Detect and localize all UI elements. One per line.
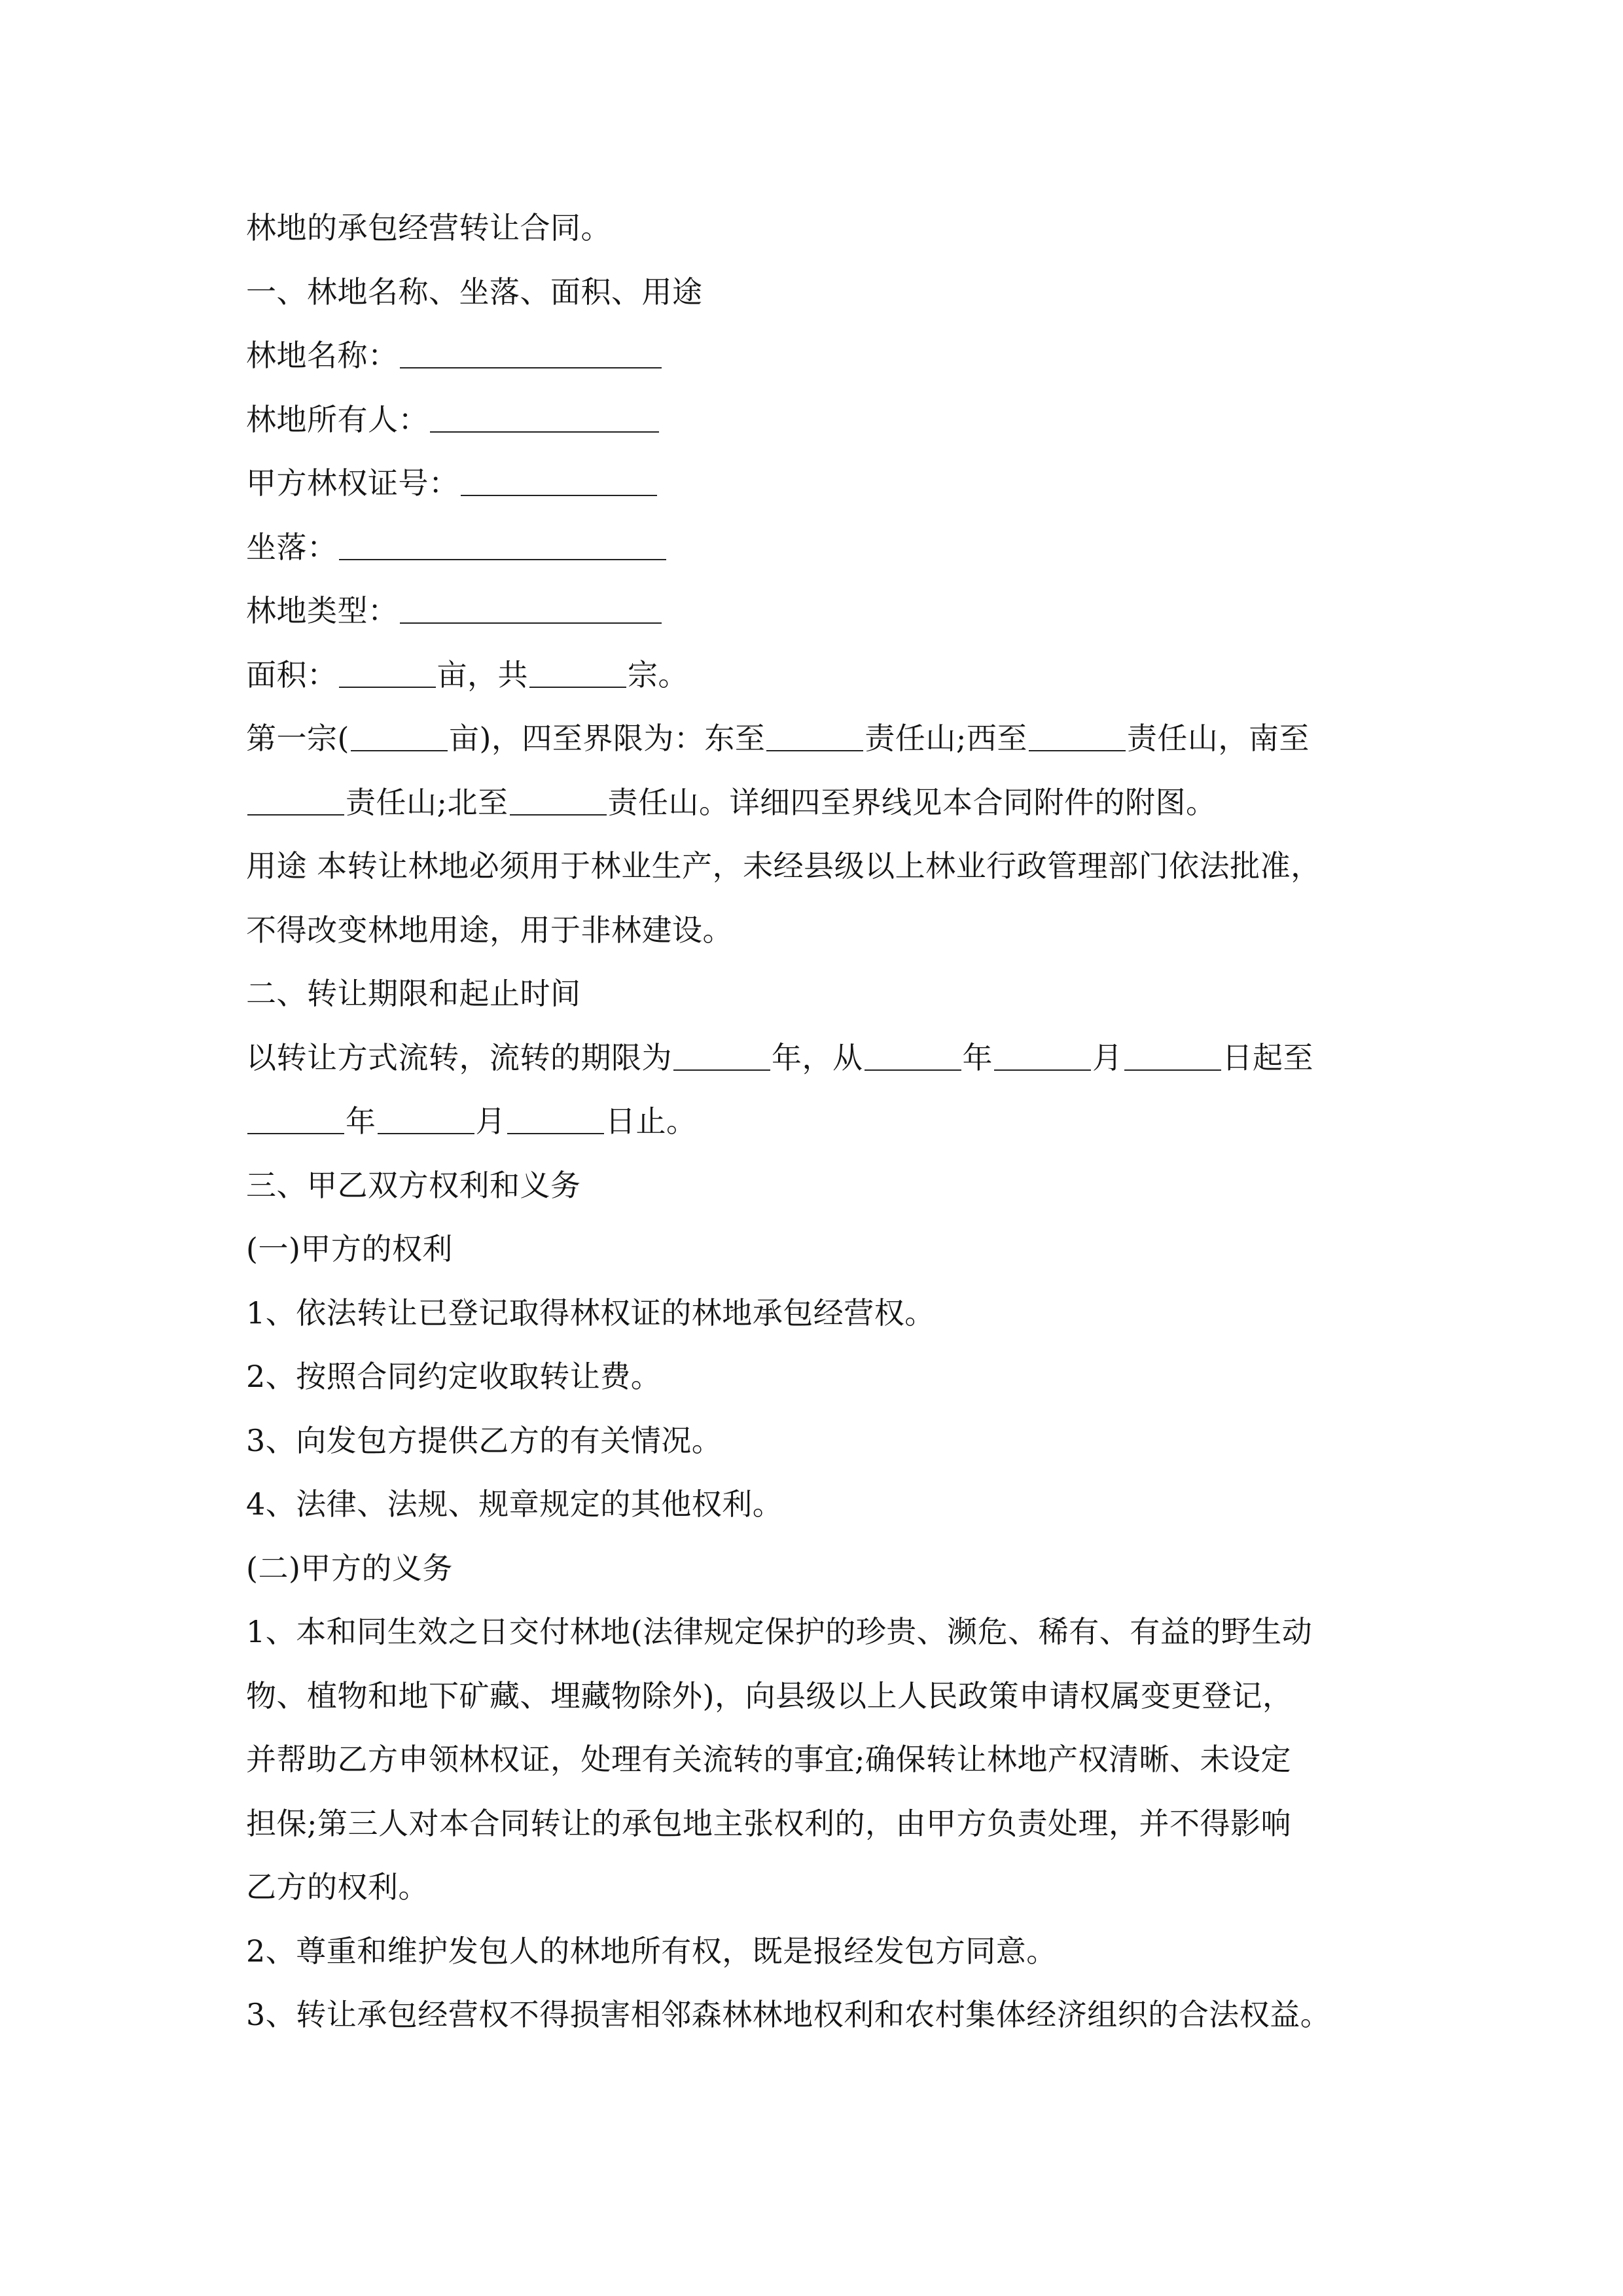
term-text-until: 日起至 (1222, 1039, 1313, 1075)
south-boundary-blank[interactable] (247, 784, 344, 816)
term-row-1 (246, 1026, 1385, 1090)
parcel-text: 第一宗( (246, 721, 349, 756)
west-boundary-blank[interactable] (1029, 720, 1126, 751)
section3-heading: 三、甲乙双方权利和义务 (246, 1167, 581, 1203)
rights-heading: (一)甲方的权利 (246, 1231, 453, 1266)
parcel-text-west: 责任山;西至 (865, 721, 1027, 756)
term-row-2 (246, 1090, 1385, 1154)
forest-name-row (246, 324, 1385, 388)
parcel-row-2 (246, 771, 1385, 835)
section1-heading: 一、林地名称、坐落、面积、用途 (246, 274, 703, 310)
north-boundary-blank[interactable] (510, 784, 607, 816)
forest-name-blank[interactable] (400, 337, 662, 368)
cert-number-label: 甲方林权证号： (246, 465, 459, 501)
area-label: 面积： (246, 656, 338, 692)
forest-type-row (246, 579, 1385, 643)
term-text-end: 日止。 (605, 1103, 697, 1139)
duty1-line-5: 乙方的权利。 (246, 1869, 429, 1905)
end-month-blank[interactable] (378, 1103, 474, 1134)
area-text-end: 宗。 (628, 656, 688, 692)
forest-owner-label: 林地所有人： (246, 401, 429, 437)
forest-owner-blank[interactable] (430, 401, 659, 433)
duty1-line-4: 担保;第三人对本合同转让的承包地主张权利的，由甲方负责处理，并不得影响 (246, 1805, 1291, 1841)
forest-name-label: 林地名称： (246, 338, 399, 373)
term-years-blank[interactable] (673, 1039, 770, 1071)
parcel-row-1 (246, 707, 1385, 771)
location-label: 坐落： (246, 529, 338, 565)
location-blank[interactable] (339, 529, 666, 560)
parcel-text-east: 亩)，四至界限为：东至 (448, 721, 766, 756)
rights-item-4: 4、法律、法规、规章规定的其他权利。 (246, 1486, 783, 1522)
forest-type-blank[interactable] (400, 592, 662, 624)
intro-line: 林地的承包经营转让合同。 (246, 210, 611, 245)
duty1-line-1: 1、本和同生效之日交付林地(法律规定保护的珍贵、濒危、稀有、有益的野生动 (246, 1614, 1313, 1649)
parcel-text-north: 责任山;北至 (346, 784, 508, 820)
parcel-text-end: 责任山。详细四至界线见本合同附件的附图。 (607, 784, 1217, 820)
start-month-blank[interactable] (994, 1039, 1091, 1071)
area-row (246, 643, 1385, 708)
duty1-line-3: 并帮助乙方申领林权证，处理有关流转的事宜;确保转让林地产权清晰、未设定 (246, 1742, 1291, 1777)
area-mu-blank[interactable] (339, 656, 436, 688)
parcel-mu-blank[interactable] (351, 720, 448, 751)
term-text-end-month: 月 (475, 1103, 506, 1139)
term-text: 以转让方式流转，流转的期限为 (246, 1039, 672, 1075)
rights-item-2: 2、按照合同约定收取转让费。 (246, 1359, 662, 1394)
end-year-blank[interactable] (247, 1103, 344, 1134)
rights-item-3: 3、向发包方提供乙方的有关情况。 (246, 1422, 722, 1458)
start-year-blank[interactable] (865, 1039, 961, 1071)
location-row (246, 516, 1385, 580)
parcel-text-south: 责任山，南至 (1126, 721, 1310, 756)
rights-item-1: 1、依法转让已登记取得林权证的林地承包经营权。 (246, 1295, 935, 1331)
duty-item-3: 3、转让承包经营权不得损害相邻森林林地权利和农村集体经济组织的合法权益。 (246, 1997, 1331, 2032)
forest-type-label: 林地类型： (246, 593, 399, 628)
duty-item-2: 2、尊重和维护发包人的林地所有权，既是报经发包方同意。 (246, 1933, 1057, 1969)
contract-page (246, 196, 1385, 2047)
duties-heading: (二)甲方的义务 (246, 1550, 453, 1586)
section2-heading: 二、转让期限和起止时间 (246, 976, 581, 1011)
end-day-blank[interactable] (507, 1103, 604, 1134)
term-text-end-year: 年 (346, 1103, 376, 1139)
start-day-blank[interactable] (1124, 1039, 1221, 1071)
duty1-line-2: 物、植物和地下矿藏、埋藏物除外)，向县级以上人民政策申请权属变更登记， (246, 1677, 1293, 1713)
term-text-from: 年，从 (772, 1039, 863, 1075)
term-text-year: 年 (962, 1039, 993, 1075)
cert-number-blank[interactable] (461, 465, 657, 496)
usage-line-2: 不得改变林地用途，用于非林建设。 (246, 912, 733, 948)
area-text: 亩，共 (437, 656, 528, 692)
usage-line-1: 用途 本转让林地必须用于林业生产，未经县级以上林业行政管理部门依法批准， (246, 848, 1321, 884)
east-boundary-blank[interactable] (766, 720, 863, 751)
area-count-blank[interactable] (529, 656, 626, 688)
forest-owner-row (246, 388, 1385, 452)
cert-number-row (246, 452, 1385, 516)
term-text-month: 月 (1092, 1039, 1123, 1075)
